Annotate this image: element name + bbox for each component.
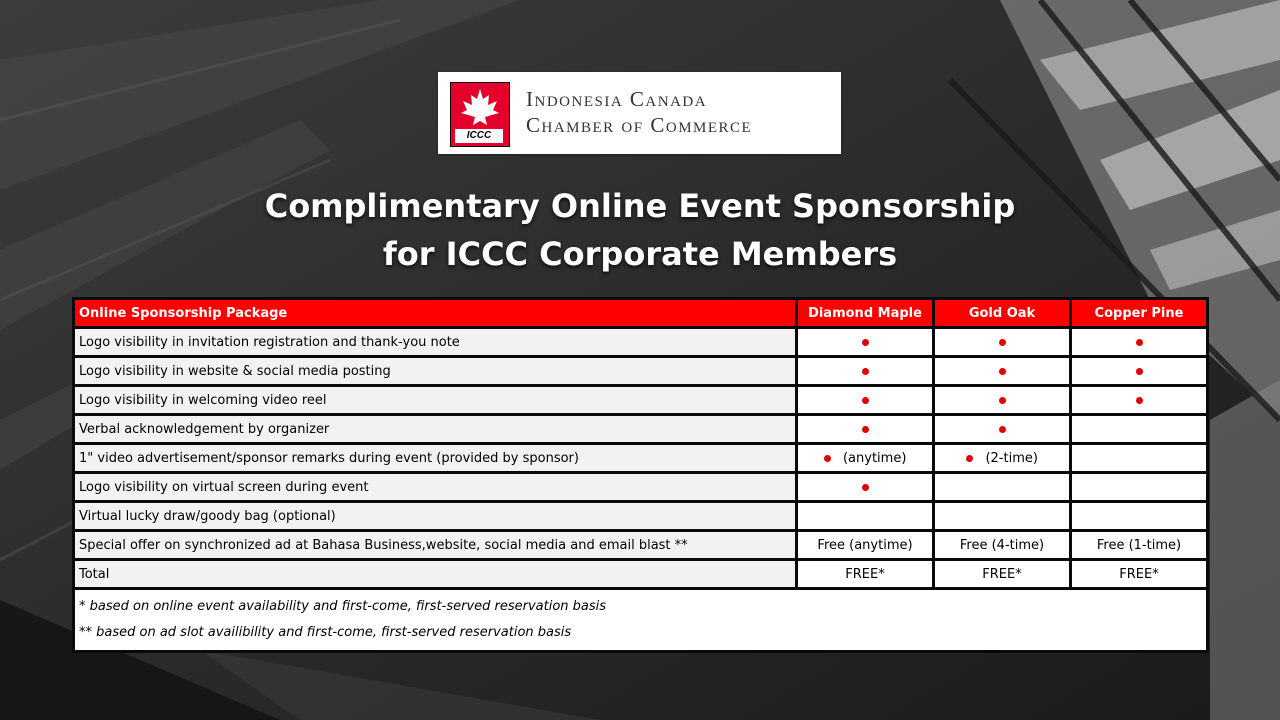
title-line-1: Complimentary Online Event Sponsorship xyxy=(264,187,1016,225)
table-row xyxy=(75,474,1206,500)
copper-cell xyxy=(1072,445,1206,471)
diamond-check-icon xyxy=(798,387,932,413)
gold-offer: Free (4-time) xyxy=(935,532,1069,558)
copper-cell xyxy=(1072,503,1206,529)
row-label: Logo visibility in welcoming video reel xyxy=(75,387,795,413)
table-row xyxy=(75,387,1206,413)
header-package: Online Sponsorship Package xyxy=(75,300,795,326)
copper-check-icon xyxy=(1072,329,1206,355)
table-row xyxy=(75,503,1206,529)
row-label: Special offer on synchronized ad at Bahasa Business,website, social media and email blast ** xyxy=(75,532,795,558)
diamond-check-icon xyxy=(798,416,932,442)
row-label: Logo visibility in invitation registration and thank-you note xyxy=(75,329,795,355)
diamond-offer: Free (anytime) xyxy=(798,532,932,558)
copper-cell xyxy=(1072,416,1206,442)
row-label: Logo visibility in website & social media posting xyxy=(75,358,795,384)
copper-check-icon xyxy=(1072,387,1206,413)
table-row xyxy=(75,358,1206,384)
row-label: Logo visibility on virtual screen during event xyxy=(75,474,795,500)
logo-code: ICCC xyxy=(455,129,503,143)
gold-check-icon xyxy=(935,329,1069,355)
row-label: Virtual lucky draw/goody bag (optional) xyxy=(75,503,795,529)
row-label: Total xyxy=(75,561,795,587)
table-row xyxy=(75,329,1206,355)
table-row xyxy=(75,416,1206,442)
diamond-cell xyxy=(798,445,932,471)
footnote-1: * based on online event availability and first-come, first-served reservation basis xyxy=(79,599,607,614)
header-gold-oak: Gold Oak xyxy=(935,300,1069,326)
table-row xyxy=(75,532,1206,558)
copper-check-icon xyxy=(1072,358,1206,384)
table-header-row xyxy=(75,300,1206,326)
diamond-check-icon xyxy=(798,329,932,355)
logo-line-1: Indonesia Canada xyxy=(526,87,708,111)
gold-frequency: (2-time) xyxy=(985,450,1038,466)
table-row-total xyxy=(75,561,1206,587)
table-row xyxy=(75,445,1206,471)
diamond-check-icon xyxy=(798,474,932,500)
copper-offer: Free (1-time) xyxy=(1072,532,1206,558)
gold-cell xyxy=(935,474,1069,500)
copper-cell xyxy=(1072,474,1206,500)
gold-check-icon xyxy=(935,387,1069,413)
row-label: Verbal acknowledgement by organizer xyxy=(75,416,795,442)
header-copper-pine: Copper Pine xyxy=(1072,300,1206,326)
diamond-check-icon xyxy=(798,358,932,384)
gold-cell xyxy=(935,445,1069,471)
diamond-cell xyxy=(798,503,932,529)
gold-total: FREE* xyxy=(935,561,1069,587)
header-diamond-maple: Diamond Maple xyxy=(798,300,932,326)
title-line-2: for ICCC Corporate Members xyxy=(382,235,898,273)
copper-total: FREE* xyxy=(1072,561,1206,587)
gold-check-icon xyxy=(935,416,1069,442)
sponsorship-table xyxy=(72,297,1209,653)
footnote-2: ** based on ad slot availibility and first-come, first-served reservation basis xyxy=(79,625,572,640)
table-notes-row xyxy=(75,590,1206,650)
page-title xyxy=(0,182,1280,278)
logo-line-2: Chamber of Commerce xyxy=(526,113,753,137)
diamond-total: FREE* xyxy=(798,561,932,587)
logo-wordmark xyxy=(526,86,752,138)
gold-cell xyxy=(935,503,1069,529)
bullet-icon xyxy=(966,455,973,462)
row-label: 1" video advertisement/sponsor remarks during event (provided by sponsor) xyxy=(75,445,795,471)
maple-leaf-logo-icon xyxy=(450,82,510,147)
bullet-icon xyxy=(824,455,831,462)
gold-check-icon xyxy=(935,358,1069,384)
diamond-frequency: (anytime) xyxy=(842,450,907,466)
footnotes xyxy=(75,590,1206,650)
iccc-logo xyxy=(438,72,841,154)
